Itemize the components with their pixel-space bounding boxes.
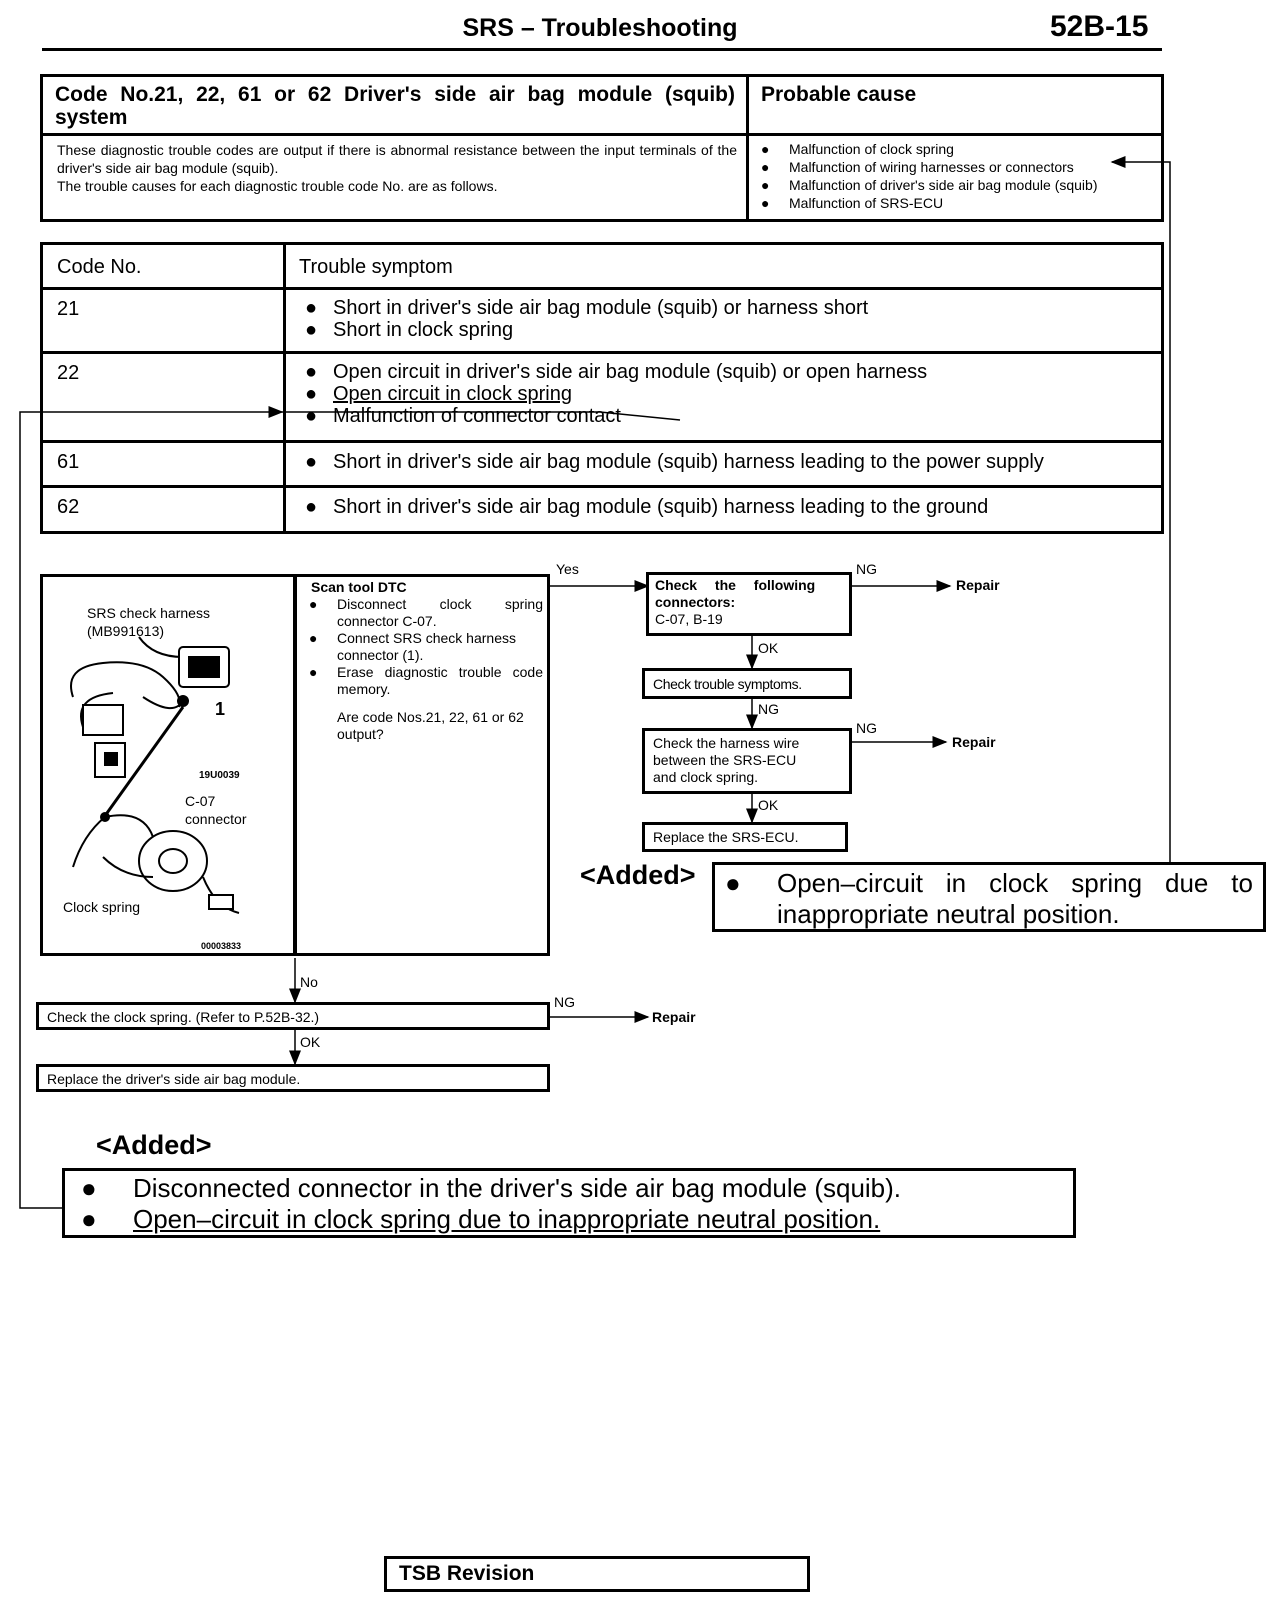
code-cell: 62 [57,496,80,518]
figure-code: 00003833 [201,941,242,951]
check-clock-spring-text: Check the clock spring. (Refer to P.52B-32.) [47,1009,320,1025]
figure-code: 19U0039 [199,770,240,781]
check-harness-line: between the SRS-ECU [653,752,797,768]
description-line: The trouble causes for each diagnostic trouble code No. are as follows. [57,178,498,194]
replace-ecu-text: Replace the SRS-ECU. [653,829,799,845]
check-connectors-line: connectors: [655,594,736,610]
harness-label: SRS check harness [87,605,210,621]
repair-label: Repair [956,577,1000,593]
tsb-revision-label: TSB Revision [399,1562,535,1585]
symptom-item: ● Open circuit in clock spring [299,383,1159,405]
repair-label: Repair [952,734,996,750]
scan-tool-title: Scan tool DTC [311,579,407,595]
code-cell: 22 [57,362,80,384]
scan-step: ● Disconnect clock spring connector C-07. [303,596,543,630]
ng-label: NG [554,994,575,1010]
added-note-list [719,868,1253,930]
page-number: 52B-15 [1050,10,1149,43]
page-title: SRS – Troubleshooting [462,14,738,42]
added-arrow-right [1112,162,1170,864]
no-label: No [300,974,318,990]
probable-cause-label: Probable cause [761,83,917,106]
added-label: <Added> [580,860,696,890]
check-connectors-box [646,572,852,636]
cause-item: ● Malfunction of SRS-ECU [755,194,1165,212]
added-label: <Added> [96,1130,212,1160]
added-note-item: ● Open–circuit in clock spring due to inappropriate neutral position. [75,1204,1063,1235]
added-note-item: ● Open–circuit in clock spring due to inappropriate neutral position. [719,868,1253,930]
symptom-item: ● Short in clock spring [299,319,1159,341]
replace-ecu-box [642,822,848,852]
ok-label: OK [758,797,779,813]
cause-item: ● Malfunction of driver's side air bag module (squib) [755,176,1165,194]
added-note-list [75,1173,1063,1235]
repair-label: Repair [652,1009,696,1025]
symptom-item: ● Short in driver's side air bag module (squib) harness leading to the power supply [299,451,1159,473]
illustration-panel [40,574,296,956]
connector-number: 1 [215,699,226,719]
harness-part-number: (MB991613) [87,623,165,639]
header-code: Code No. [57,256,142,278]
info-title: Code No.21, 22, 61 or 62 Driver's side air bag module (squib) system [55,83,735,129]
scan-step: ● Connect SRS check harness connector (1). [303,630,543,664]
check-connectors-line: C-07, B-19 [655,611,723,627]
harness-drawing [43,577,293,953]
description-line: These diagnostic trouble codes are output if there is abnormal resistance between the input terminals of the driver's side air bag module (squib). [57,142,737,176]
ng-label: NG [856,720,877,736]
scan-step: ● Erase diagnostic trouble code memory. [303,664,543,698]
connector-label: connector [185,811,247,827]
yes-label: Yes [556,561,579,577]
ok-label: OK [758,640,779,656]
header-symptom: Trouble symptom [299,256,453,278]
added-note-item: ● Disconnected connector in the driver's side air bag module (squib). [75,1173,1063,1204]
connector-label: C-07 [185,793,216,809]
check-connectors-line: Check the following [655,577,816,593]
cause-item: ● Malfunction of clock spring [755,140,1165,158]
replace-module-text: Replace the driver's side air bag module. [47,1071,301,1087]
symptom-item: ● Open circuit in driver's side air bag module (squib) or open harness [299,361,1159,383]
code-cell: 21 [57,298,80,320]
check-clock-spring-box [36,1002,550,1030]
check-harness-box [642,728,852,794]
symptom-item: ● Short in driver's side air bag module (squib) or harness short [299,297,1159,319]
cause-item: ● Malfunction of wiring harnesses or connectors [755,158,1165,176]
check-symptoms-box [642,668,852,699]
scan-tool-question: Are code Nos.21, 22, 61 or 62 output? [337,709,524,742]
ng-label: NG [856,561,877,577]
symptom-item: ● Malfunction of connector contact [299,405,1159,427]
code-cell: 61 [57,451,80,473]
check-harness-line: Check the harness wire [653,735,800,751]
added-note-box [712,862,1266,932]
replace-module-box [36,1064,550,1092]
scan-tool-steps [303,596,543,698]
symptom-item: ● Short in driver's side air bag module (squib) harness leading to the ground [299,496,1159,518]
tsb-revision-box [384,1556,810,1592]
ng-label: NG [758,701,779,717]
clock-spring-label: Clock spring [63,899,141,915]
ok-label: OK [300,1034,321,1050]
scan-tool-box [294,574,550,956]
check-symptoms-text: Check trouble symptoms. [653,676,802,692]
added-note-box [62,1168,1076,1238]
check-harness-line: and clock spring. [653,769,759,785]
